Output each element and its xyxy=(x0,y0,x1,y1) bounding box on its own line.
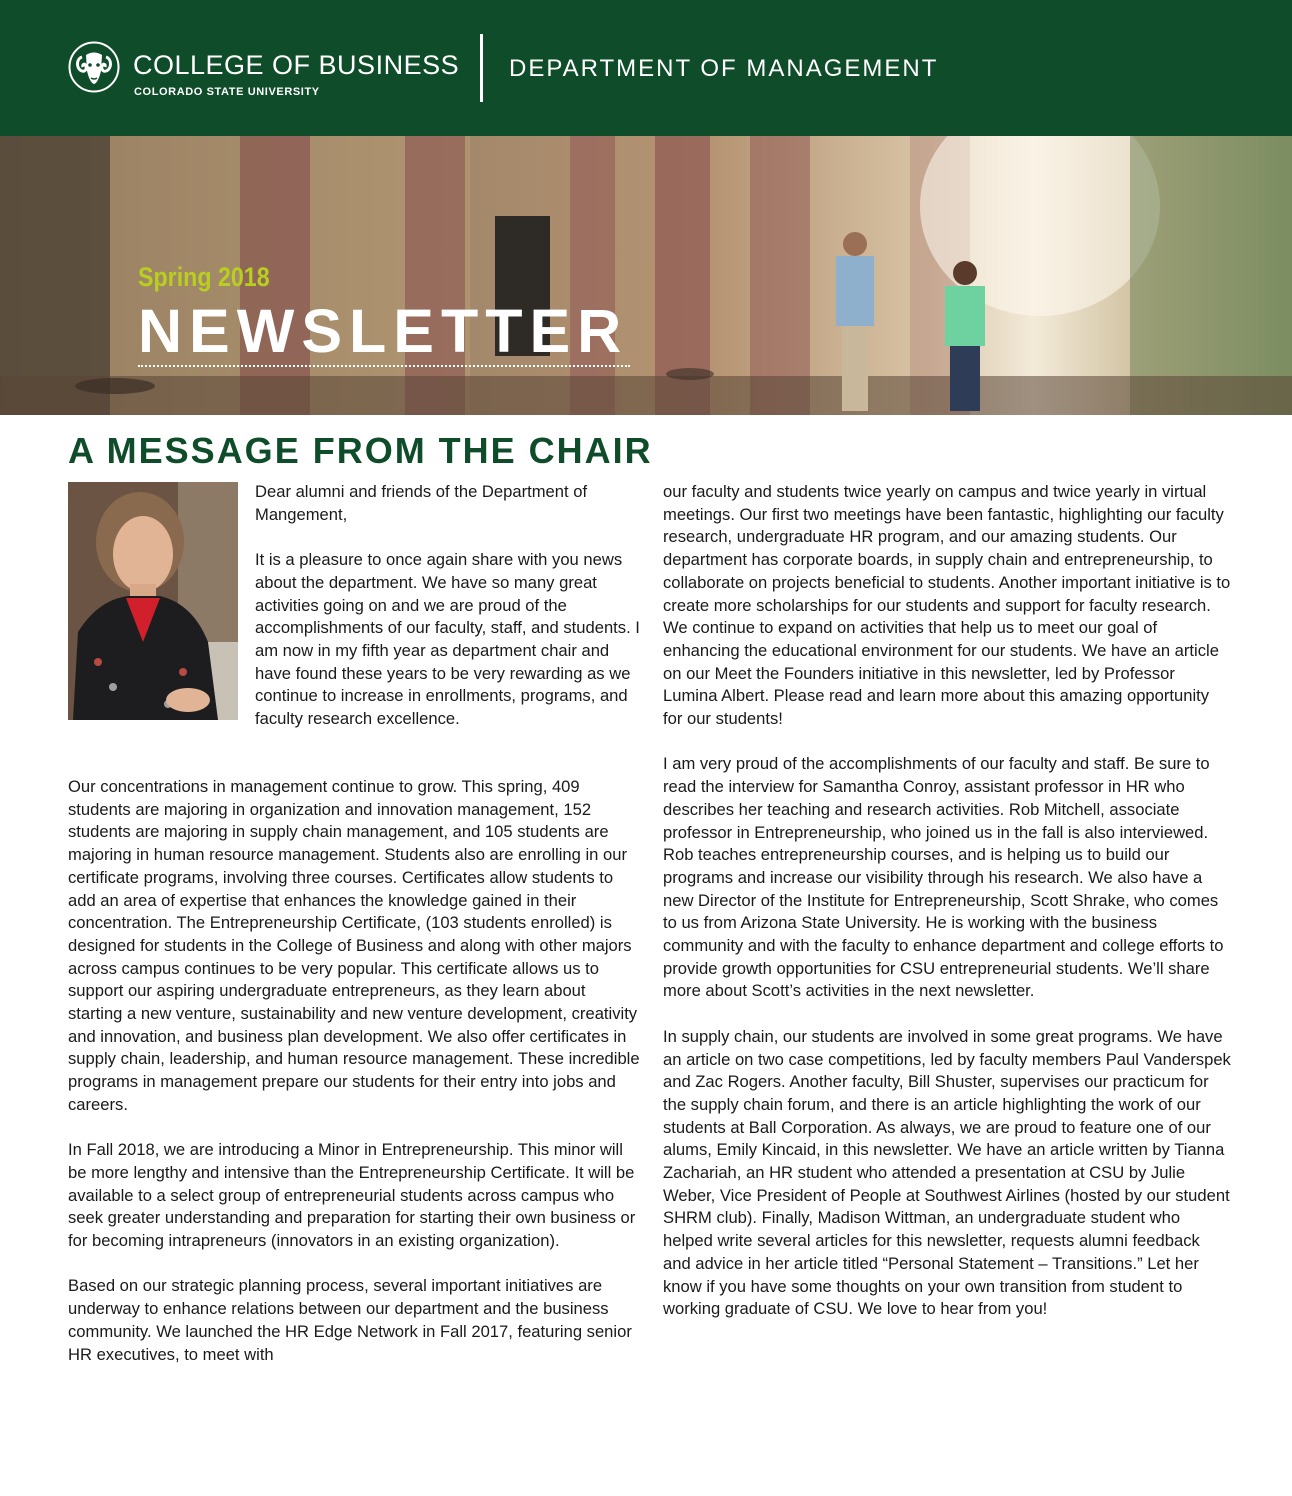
ram-head-icon xyxy=(68,41,120,93)
paragraph-concentrations: Our concentrations in management continue to grow. This spring, 409 students are majoring in organization and innovation management, 152 students are majoring in supply chain management, and 105 students are majoring in human resource management. Students also are enrolling in our certificate programs, involving three courses. Certificates allow students to add an area of expertise that enhances the knowledge gained in their concentration. The Entrepreneurship Certificate, (103 students enrolled) is designed for students in the College of Business and along with other majors across campus continues to be very popular. This certificate allows us to support our aspiring undergraduate entrepreneurs, as they learn about starting a new venture, sustainability and new venture development, creativity and innovation, and business plan development. We also offer certificates in supply chain, leadership, and human resource management. These incredible programs in management prepare our students for their entry into jobs and careers. xyxy=(68,777,640,1114)
season-label: Spring 2018 xyxy=(138,262,270,292)
intro-paragraph: It is a pleasure to once again share with you news about the department. We have so many great activities going on and we are proud of the accomplishments of our faculty, staff, and students. I am now in my fifth year as department chair and have found these years to be very rewarding as we continue to increase in enrollments, programs, and faculty research excellence. xyxy=(255,550,640,729)
salutation: Dear alumni and friends of the Department of Mangement, xyxy=(255,482,588,524)
dotted-underline xyxy=(138,365,630,367)
article-headline: A MESSAGE FROM THE CHAIR xyxy=(68,430,653,471)
site-header xyxy=(0,0,1292,136)
left-column xyxy=(68,776,640,1366)
paragraph-minor: In Fall 2018, we are introducing a Minor in Entrepreneurship. This minor will be more lengthy and intensive than the Entrepreneurship Certificate. It will be available to a select group of entrepreneurial students across campus who seek greater understanding and preparation for starting their own business or for becoming intrapreneurs (innovators in an existing organization). xyxy=(68,1140,636,1251)
paragraph-hr-edge: our faculty and students twice yearly on campus and twice yearly in virtual meetings. Our first two meetings have been fantastic, highlighting our faculty research, undergraduate HR program, and our amazing students. Our department has corporate boards, in supply chain and entrepreneurship, to collaborate on projects beneficial to students. Another important initiative is to create more scholarships for our students and support for faculty research. We continue to expand on activities that help us to meet our goal of enhancing the educational environment for our students. We have an article on our Meet the Founders initiative in this newsletter, led by Professor Lumina Albert. Please read and learn more about this amazing opportunity for our students! xyxy=(663,482,1231,729)
chair-portrait xyxy=(68,482,238,720)
paragraph-supply-chain: In supply chain, our students are involved in some great programs. We have an article on two case competitions, led by faculty members Paul Vanderspek and Zac Rogers. Another faculty, Bill Shuster, supervises our practicum for the supply chain forum, and there is an article highlighting the work of our students at Ball Corporation. As always, we are proud to feature one of our alums, Emily Kincaid, in this newsletter. We have an article written by Tianna Zachariah, an HR student who attended a presentation at CSU by Julie Weber, Vice President of People at Southwest Airlines (hosted by our student SHRM club). Finally, Madison Wittman, an undergraduate student who helped write several articles for this newsletter, requests alumni feedback and advice in her article titled “Personal Statement – Transitions.” Let her know if you have some thoughts on your own transition from student to working graduate of CSU. We love to hear from you! xyxy=(663,1026,1231,1319)
hero-banner xyxy=(0,136,1292,415)
newsletter-title: NEWSLETTER xyxy=(138,297,629,365)
college-name: COLLEGE OF BUSINESS xyxy=(133,50,460,80)
department-name: DEPARTMENT OF MANAGEMENT xyxy=(509,55,939,82)
university-name: COLORADO STATE UNIVERSITY xyxy=(134,86,320,98)
header-divider xyxy=(480,34,483,102)
paragraph-faculty: I am very proud of the accomplishments of our faculty and staff. Be sure to read the interview for Samantha Conroy, assistant professor in HR who describes her teaching and research activities. Rob Mitchell, associate professor in Entrepreneurship, who joined us in the fall is also interviewed. Rob teaches entrepreneurship courses, and is helping us to build our programs and increase our visibility through his research. We also have a new Director of the Institute for Entrepreneurship, Scott Shrake, who comes to us from Arizona State University. He is working with the business community and with the faculty to enhance department and college efforts to provide growth opportunities for CSU entrepreneurial students. We’ll share more about Scott’s activities in the next newsletter. xyxy=(663,754,1224,1001)
paragraph-initiatives: Based on our strategic planning process, several important initiatives are underway to enhance relations between our department and the business community. We launched the HR Edge Network in Fall 2017, featuring senior HR executives, to meet with xyxy=(68,1276,632,1364)
right-column xyxy=(663,481,1231,1321)
intro-column xyxy=(255,481,640,731)
